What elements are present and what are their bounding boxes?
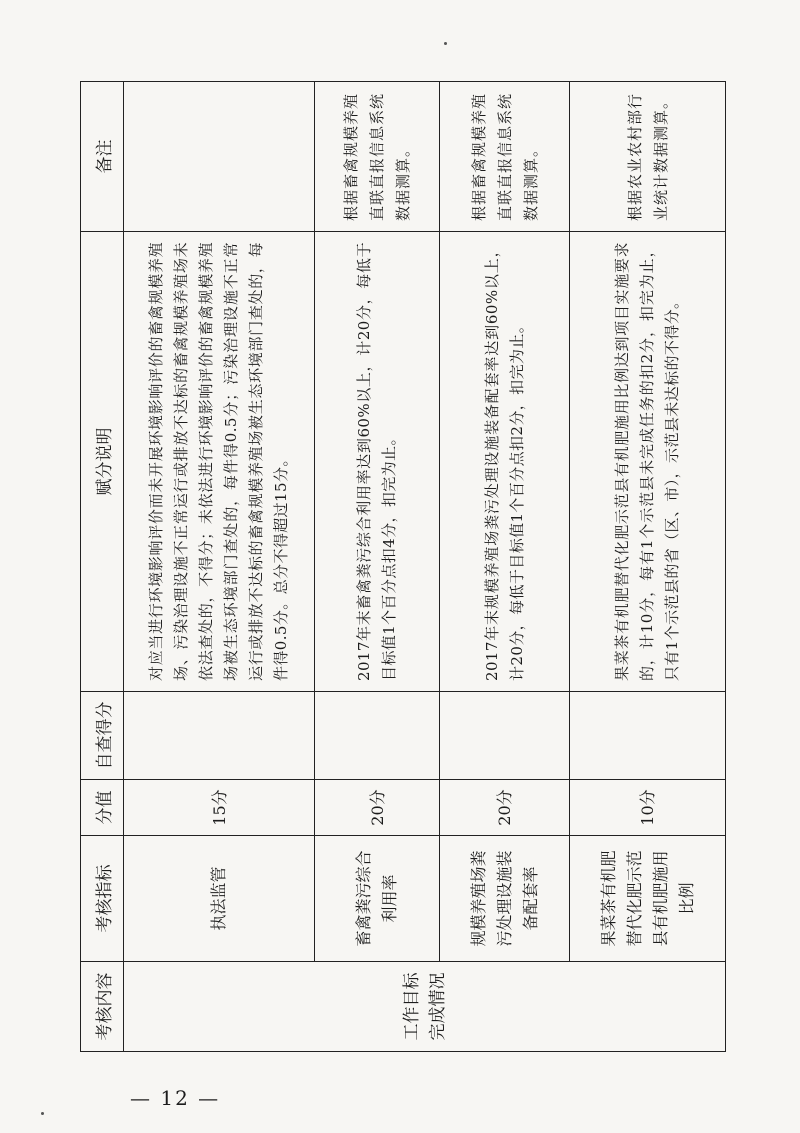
explanation-cell: 2017年末规模养殖场粪污处理设施装备配套率达到60%以上，计20分，每低于目标值1个百分点扣2分，扣完为止。 [440,232,570,692]
header-score: 分值 [81,780,124,836]
header-remarks: 备注 [81,82,124,232]
header-content: 考核内容 [81,962,124,1052]
indicator-cell: 执法监管 [124,836,315,962]
table-row [315,82,440,1052]
indicator-cell: 规模养殖场粪污处理设施装备配套率 [440,836,570,962]
scan-speck [444,42,447,45]
header-explanation: 赋分说明 [81,232,124,692]
indicator-cell: 畜禽粪污综合利用率 [315,836,440,962]
self-score-cell [315,692,440,780]
indicator-cell: 果菜茶有机肥替代化肥示范县有机肥施用比例 [570,836,726,962]
category-cell: 工作目标完成情况 [124,962,726,1052]
score-cell: 10分 [570,780,726,836]
remarks-cell: 根据农业农村部行业统计数据测算。 [570,82,726,232]
table-row [124,82,315,1052]
table-row [570,82,726,1052]
explanation-cell: 果菜茶有机肥替代化肥示范县有机肥施用比例达到项目实施要求的，计10分，每有1个示范县未完成任务的扣2分，扣完为止，只有1个示范县的省（区、市），示范县未达标的不得分。 [570,232,726,692]
page-number: — 12 — [130,1086,221,1110]
table-row [440,82,570,1052]
self-score-cell [570,692,726,780]
remarks-cell: 根据畜禽规模养殖直联直报信息系统数据测算。 [440,82,570,232]
score-cell: 15分 [124,780,315,836]
table-header-row [81,82,124,1052]
self-score-cell [124,692,315,780]
remarks-cell: 根据畜禽规模养殖直联直报信息系统数据测算。 [315,82,440,232]
remarks-cell [124,82,315,232]
self-score-cell [440,692,570,780]
assessment-table [80,81,726,1052]
header-indicator: 考核指标 [81,836,124,962]
explanation-cell: 2017年末畜禽粪污综合利用率达到60%以上，计20分，每低于目标值1个百分点扣4分，扣完为止。 [315,232,440,692]
scan-speck [41,1112,44,1115]
score-cell: 20分 [315,780,440,836]
explanation-cell: 对应当进行环境影响评价而未开展环境影响评价的畜禽规模养殖场、污染治理设施不正常运行或排放不达标的畜禽规模养殖场未依法查处的，不得分；未依法进行环境影响评价的畜禽规模养殖场被生态环境部门查处的，每件得0.5分；污染治理设施不正常运行或排放不达标的畜禽规模养殖场被生态环境部门查处的，每件得0.5分。总分不得超过15分。 [124,232,315,692]
rotated-table-wrapper [80,82,726,1052]
score-cell: 20分 [440,780,570,836]
header-self-score: 自查得分 [81,692,124,780]
